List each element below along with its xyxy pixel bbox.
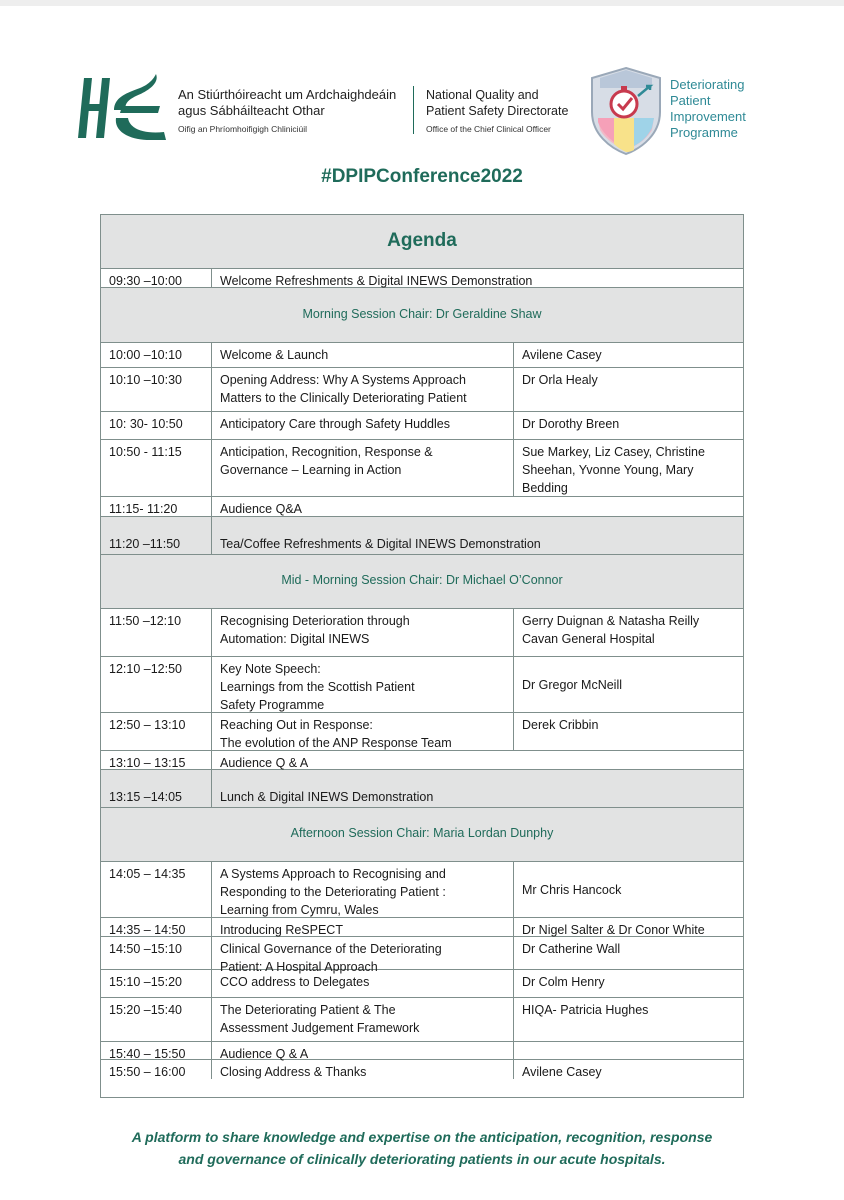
session-title-cell xyxy=(211,1042,513,1059)
agenda-row xyxy=(101,1060,743,1079)
footer-tagline xyxy=(40,1126,804,1170)
top-strip xyxy=(0,0,844,6)
session-title-line: Automation: Digital INEWS xyxy=(220,632,370,646)
agenda-row xyxy=(101,918,743,937)
speaker-line: Dr Dorothy Breen xyxy=(522,417,620,431)
session-title-cell xyxy=(211,713,513,750)
agenda-heading-row xyxy=(101,215,743,269)
agenda-heading: Agenda xyxy=(387,230,457,251)
session-title-cell xyxy=(211,440,513,496)
speaker-line: Dr Catherine Wall xyxy=(522,942,621,956)
session-title-line: Anticipatory Care through Safety Huddles xyxy=(220,417,450,431)
dpip-line-4: Programme xyxy=(670,125,738,140)
agenda-row xyxy=(101,1042,743,1060)
session-chair-label: Mid - Morning Session Chair: Dr Michael O’Connor xyxy=(281,573,563,587)
speaker-line: Dr Gregor McNeill xyxy=(522,677,623,692)
session-title-cell xyxy=(211,609,513,656)
session-title-line: Key Note Speech: xyxy=(220,662,321,676)
agenda-row xyxy=(101,862,743,918)
session-title-line: Learning from Cymru, Wales xyxy=(220,903,379,917)
speaker-line: Sheehan, Yvonne Young, Mary xyxy=(522,463,694,477)
session-title-line: Clinical Governance of the Deteriorating xyxy=(220,942,442,956)
session-title-line: Welcome & Launch xyxy=(220,348,329,362)
speaker-line: Dr Colm Henry xyxy=(522,975,605,989)
session-title-cell xyxy=(211,269,743,287)
session-title-line: Opening Address: Why A Systems Approach xyxy=(220,373,466,387)
nqpsd-text xyxy=(426,87,596,134)
speaker-cell xyxy=(513,343,743,367)
speaker-cell xyxy=(513,657,743,712)
agenda-row xyxy=(101,751,743,770)
speaker-cell xyxy=(513,918,743,936)
speaker-line: Avilene Casey xyxy=(522,348,602,362)
session-title-line: Recognising Deterioration through xyxy=(220,614,410,628)
agenda-row xyxy=(101,269,743,288)
speaker-cell xyxy=(513,937,743,969)
session-title-line: Welcome Refreshments & Digital INEWS Demonstration xyxy=(220,274,533,288)
speaker-line: Cavan General Hospital xyxy=(522,632,655,646)
speaker-line: Derek Cribbin xyxy=(522,718,599,732)
time-cell: 14:05 – 14:35 xyxy=(109,867,186,881)
agenda-row xyxy=(101,497,743,517)
time-cell: 11:20 –11:50 xyxy=(109,537,181,551)
agenda-row xyxy=(101,770,743,808)
session-title-line: The Deteriorating Patient & The xyxy=(220,1003,396,1017)
session-title-line: Patient: A Hospital Approach xyxy=(220,960,378,974)
session-title-cell xyxy=(211,1060,513,1079)
speaker-cell xyxy=(513,412,743,439)
session-title-line: Assessment Judgement Framework xyxy=(220,1021,420,1035)
session-title-cell xyxy=(211,918,513,936)
time-cell: 15:10 –15:20 xyxy=(109,975,182,989)
agenda-row xyxy=(101,412,743,440)
speaker-cell xyxy=(513,862,743,917)
session-title-line: Closing Address & Thanks xyxy=(220,1065,367,1079)
agenda-row xyxy=(101,657,743,713)
session-title-line: Audience Q & A xyxy=(220,756,309,770)
speaker-cell xyxy=(513,713,743,750)
time-cell: 10:50 - 11:15 xyxy=(109,445,182,459)
time-cell: 09:30 –10:00 xyxy=(109,274,182,288)
speaker-line: Dr Orla Healy xyxy=(522,373,598,387)
time-cell: 13:15 –14:05 xyxy=(109,790,182,804)
session-title-cell xyxy=(211,368,513,411)
session-chair-row xyxy=(101,808,743,862)
agenda-row xyxy=(101,517,743,555)
footer-line-2: and governance of clinically deteriorating patients in our acute hospitals. xyxy=(178,1151,666,1167)
agenda-row xyxy=(101,998,743,1042)
time-cell: 14:50 –15:10 xyxy=(109,942,182,956)
agenda-table xyxy=(100,214,744,1098)
session-title-cell xyxy=(211,412,513,439)
speaker-line: HIQA- Patricia Hughes xyxy=(522,1003,649,1017)
hse-line-3: Oifig an Phríomhoifigigh Chliniciúil xyxy=(178,124,307,134)
dpip-line-3: Improvement xyxy=(670,109,746,124)
dpip-line-1: Deteriorating xyxy=(670,77,745,92)
nq-line-3: Office of the Chief Clinical Officer xyxy=(426,124,551,134)
session-title-line: Matters to the Clinically Deteriorating Patient xyxy=(220,391,467,405)
session-title-line: CCO address to Delegates xyxy=(220,975,370,989)
header-divider xyxy=(413,86,414,134)
session-title-cell xyxy=(211,343,513,367)
session-title-line: Tea/Coffee Refreshments & Digital INEWS Demonstration xyxy=(220,537,541,551)
session-title-line: Audience Q & A xyxy=(220,1047,309,1061)
session-title-cell xyxy=(211,937,513,974)
time-cell: 11:50 –12:10 xyxy=(109,614,182,628)
time-cell: 10: 30- 10:50 xyxy=(109,417,183,431)
session-title-line: Governance – Learning in Action xyxy=(220,463,402,477)
session-chair-label: Afternoon Session Chair: Maria Lordan Dunphy xyxy=(290,826,554,840)
agenda-row xyxy=(101,343,743,368)
session-title-cell xyxy=(211,770,743,807)
speaker-cell xyxy=(513,440,743,496)
speaker-cell xyxy=(513,368,743,411)
agenda-row xyxy=(101,713,743,751)
agenda-row xyxy=(101,440,743,497)
speaker-line: Mr Chris Hancock xyxy=(522,882,622,897)
hse-directorate-text xyxy=(178,87,408,134)
session-title-line: Safety Programme xyxy=(220,698,325,712)
agenda-row xyxy=(101,970,743,998)
agenda-row xyxy=(101,368,743,412)
session-title-line: Learnings from the Scottish Patient xyxy=(220,680,415,694)
session-title-line: Introducing ReSPECT xyxy=(220,923,343,937)
time-cell: 13:10 – 13:15 xyxy=(109,756,186,770)
speaker-cell xyxy=(513,1060,743,1079)
session-title-line: Audience Q&A xyxy=(220,502,302,516)
time-cell: 10:10 –10:30 xyxy=(109,373,182,387)
session-title-line: Lunch & Digital INEWS Demonstration xyxy=(220,790,434,804)
session-title-cell xyxy=(211,998,513,1041)
speaker-line: Dr Nigel Salter & Dr Conor White xyxy=(522,923,705,937)
conference-hashtag: #DPIPConference2022 xyxy=(321,166,523,187)
time-cell: 14:35 – 14:50 xyxy=(109,923,186,937)
nq-line-2: Patient Safety Directorate xyxy=(426,104,569,118)
footer-line-1: A platform to share knowledge and expertise on the anticipation, recognition, response xyxy=(131,1129,713,1145)
time-cell: 15:40 – 15:50 xyxy=(109,1047,186,1061)
time-cell: 11:15- 11:20 xyxy=(109,502,178,516)
session-title-line: Reaching Out in Response: xyxy=(220,718,373,732)
agenda-row xyxy=(101,937,743,974)
agenda-row xyxy=(101,609,743,657)
session-chair-row xyxy=(101,288,743,343)
hse-logo xyxy=(74,70,170,146)
speaker-line: Gerry Duignan & Natasha Reilly xyxy=(522,614,700,628)
speaker-cell xyxy=(513,998,743,1041)
dpip-shield-logo xyxy=(590,66,662,156)
time-cell: 12:50 – 13:10 xyxy=(109,718,186,732)
session-title-cell xyxy=(211,517,743,554)
session-title-line: Responding to the Deteriorating Patient : xyxy=(220,885,446,899)
hse-line-1: An Stiúrthóireacht um Ardchaighdeáin xyxy=(178,87,397,102)
session-title-cell xyxy=(211,751,743,769)
session-title-line: A Systems Approach to Recognising and xyxy=(220,867,446,881)
speaker-cell xyxy=(513,1042,743,1059)
time-cell: 15:50 – 16:00 xyxy=(109,1065,186,1079)
speaker-line: Sue Markey, Liz Casey, Christine xyxy=(522,445,705,459)
time-cell: 10:00 –10:10 xyxy=(109,348,182,362)
speaker-line: Bedding xyxy=(522,481,568,495)
nq-line-1: National Quality and xyxy=(426,88,539,102)
time-cell: 15:20 –15:40 xyxy=(109,1003,182,1017)
session-chair-row xyxy=(101,555,743,609)
speaker-line: Avilene Casey xyxy=(522,1065,602,1079)
session-chair-label: Morning Session Chair: Dr Geraldine Shaw xyxy=(302,307,542,321)
session-title-cell xyxy=(211,862,513,917)
session-title-cell xyxy=(211,970,513,997)
session-title-cell xyxy=(211,657,513,712)
speaker-cell xyxy=(513,609,743,656)
dpip-line-2: Patient xyxy=(670,93,711,108)
session-title-cell xyxy=(211,497,743,516)
hse-line-2: agus Sábháilteacht Othar xyxy=(178,103,325,118)
session-title-line: Anticipation, Recognition, Response & xyxy=(220,445,433,459)
speaker-cell xyxy=(513,970,743,997)
session-title-line: The evolution of the ANP Response Team xyxy=(220,736,452,750)
dpip-programme-text xyxy=(670,77,770,141)
time-cell: 12:10 –12:50 xyxy=(109,662,182,676)
